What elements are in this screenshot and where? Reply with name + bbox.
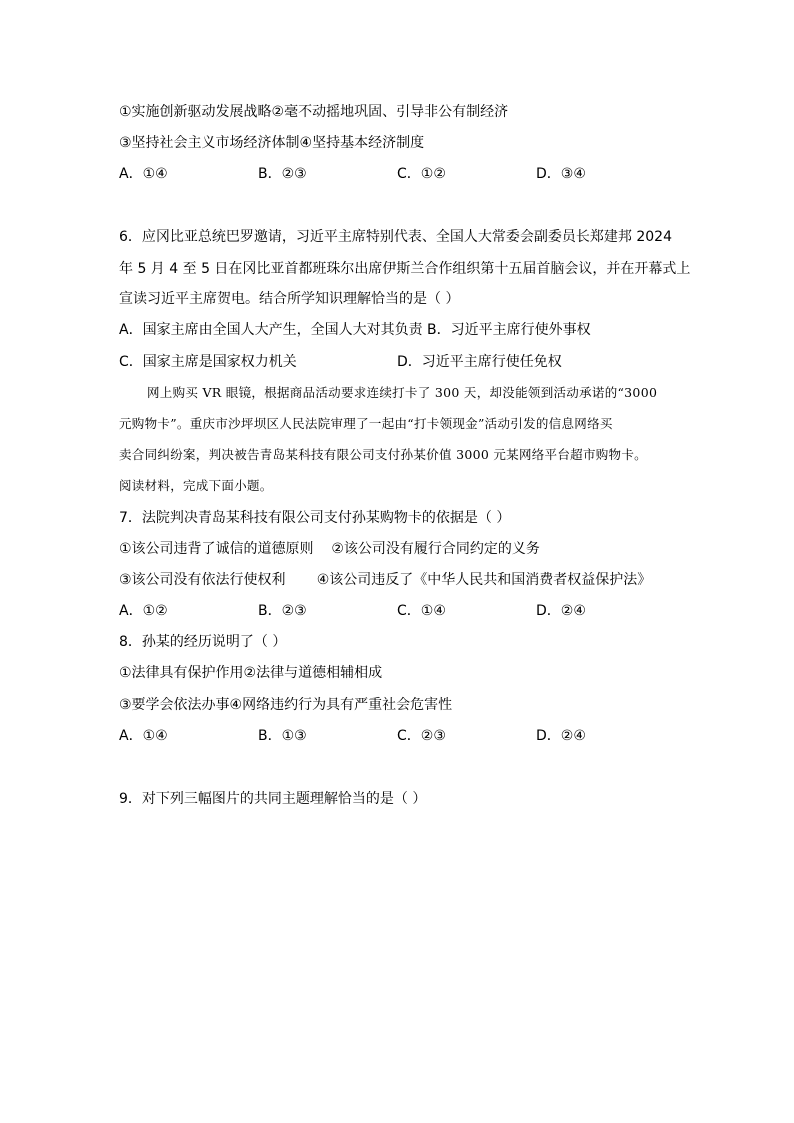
q7-statement-2: ③该公司没有依法行使权利 ④该公司违反了《中华人民共和国消费者权益保护法》 (119, 572, 652, 588)
q8-statement-2: ③要学会依法办事④网络违约行为具有严重社会危害性 (119, 697, 453, 713)
q8-option-b: B．①③ (258, 728, 307, 744)
q6-option-c: C．国家主席是国家权力机关 (119, 354, 297, 370)
q8-option-a: A．①④ (119, 728, 168, 744)
q9-stem: 9．对下列三幅图片的共同主题理解恰当的是（ ） (119, 791, 427, 807)
q5-statement-1: ①实施创新驱动发展战略②毫不动摇地巩固、引导非公有制经济 (119, 104, 509, 120)
q5-option-c: C．①② (397, 166, 446, 182)
q8-statement-1: ①法律具有保护作用②法律与道德相辅相成 (119, 665, 383, 681)
q5-option-a: A．①④ (119, 166, 168, 182)
q6-stem-line-1: 6．应冈比亚总统巴罗邀请，习近平主席特别代表、全国人大常委会副委员长郑建邦 2024 (119, 229, 672, 245)
q6-stem-line-2: 年 5 月 4 至 5 日在冈比亚首都班珠尔出席伊斯兰合作组织第十五届首脑会议，并在开幕式上 (119, 261, 691, 277)
q7-option-d: D．②④ (536, 603, 586, 619)
q6-option-d: D．习近平主席行使任免权 (397, 354, 562, 370)
material-line-1: 网上购买 VR 眼镜，根据商品活动要求连续打卡了 300 天，却没能领到活动承诺的“3000 (147, 385, 658, 400)
q8-option-d: D．②④ (536, 728, 586, 744)
q6-options-ab: A．国家主席由全国人大产生，全国人大对其负责 B．习近平主席行使外事权 (119, 322, 591, 338)
q5-option-b: B．②③ (258, 166, 307, 182)
q5-option-d: D．③④ (536, 166, 586, 182)
material-line-4: 阅读材料，完成下面小题。 (119, 478, 273, 493)
q7-statement-1: ①该公司违背了诚信的道德原则 ②该公司没有履行合同约定的义务 (119, 541, 540, 557)
q7-option-c: C．①④ (397, 603, 446, 619)
q8-option-c: C．②③ (397, 728, 446, 744)
q6-stem-line-3: 宣读习近平主席贺电。结合所学知识理解恰当的是（ ） (119, 291, 460, 307)
material-line-2: 元购物卡”。重庆市沙坪坝区人民法院审理了一起由“打卡领现金”活动引发的信息网络买 (119, 416, 613, 431)
q7-stem: 7．法院判决青岛某科技有限公司支付孙某购物卡的依据是（ ） (119, 510, 511, 526)
material-line-3: 卖合同纠纷案，判决被告青岛某科技有限公司支付孙某价值 3000 元某网络平台超市购物卡。 (119, 447, 647, 462)
q8-stem: 8．孙某的经历说明了（ ） (119, 634, 287, 650)
q7-option-b: B．②③ (258, 603, 307, 619)
q5-statement-2: ③坚持社会主义市场经济体制④坚持基本经济制度 (119, 135, 425, 151)
q7-option-a: A．①② (119, 603, 168, 619)
